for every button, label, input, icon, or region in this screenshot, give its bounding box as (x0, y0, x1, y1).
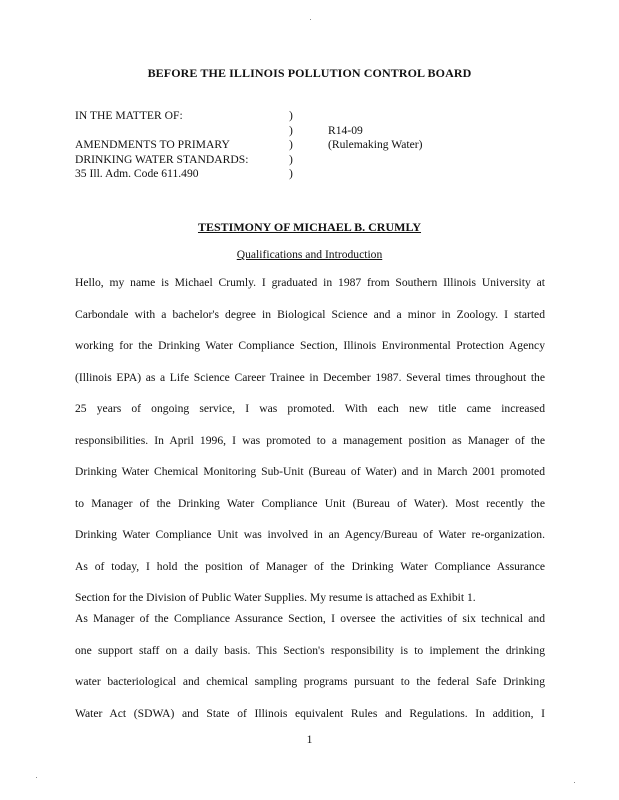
docket-type: (Rulemaking Water) (328, 138, 423, 151)
caption-line: 35 Ill. Adm. Code 611.490 (75, 167, 199, 180)
paragraph-line: (Illinois EPA) as a Life Science Career Trainee in December 1987. Several times throughout the (75, 370, 545, 384)
section-heading: Qualifications and Introduction (236, 248, 383, 261)
case-caption-left (75, 109, 248, 182)
paragraph-line: working for the Drinking Water Compliance Section, Illinois Environmental Protection Agency (75, 339, 545, 352)
paragraph-line: Drinking Water Compliance Unit was involved in an Agency/Bureau of Water re-organization. (75, 528, 545, 541)
testimony-title: TESTIMONY OF MICHAEL B. CRUMLY (197, 220, 422, 234)
case-caption-right (328, 124, 422, 153)
paragraph-line: As Manager of the Compliance Assurance Section, I oversee the activities of six technical and (75, 612, 545, 625)
caption-paren: ) (289, 109, 293, 122)
paragraph-line: Section for the Division of Public Water Supplies. My resume is attached as Exhibit 1. (75, 591, 476, 604)
paragraph-line: Hello, my name is Michael Crumly. I graduated in 1987 from Southern Illinois University at (75, 276, 545, 289)
caption-line: IN THE MATTER OF: (75, 109, 183, 122)
paragraph-line: Water Act (SDWA) and State of Illinois equivalent Rules and Regulations. In addition, I (75, 706, 545, 720)
body-paragraph (75, 612, 545, 738)
page-number: 1 (306, 733, 313, 746)
case-caption-parens (289, 109, 293, 182)
caption-line: DRINKING WATER STANDARDS: (75, 152, 249, 166)
caption-line (75, 124, 248, 139)
scan-speck (310, 19, 311, 20)
docket-number: R14-09 (328, 123, 363, 137)
paragraph-line: one support staff on a daily basis. This Section's responsibility is to implement the drinking (75, 643, 545, 657)
body-paragraph (75, 276, 545, 623)
paragraph-line: Carbondale with a bachelor's degree in Biological Science and a minor in Zoology. I started (75, 307, 545, 321)
paragraph-line: 25 years of ongoing service, I was promoted. With each new title came increased (75, 402, 545, 415)
board-title: BEFORE THE ILLINOIS POLLUTION CONTROL BOARD (147, 66, 472, 80)
paragraph-line: responsibilities. In April 1996, I was promoted to a management position as Manager of the (75, 433, 545, 447)
paragraph-line: to Manager of the Drinking Water Compliance Unit (Bureau of Water). Most recently the (75, 496, 545, 510)
paragraph-line: As of today, I hold the position of Manager of the Drinking Water Compliance Assurance (75, 559, 545, 573)
caption-paren: ) (289, 123, 293, 137)
caption-line: AMENDMENTS TO PRIMARY (75, 138, 230, 151)
scan-speck (574, 782, 575, 783)
paragraph-line: Drinking Water Chemical Monitoring Sub-Unit (Bureau of Water) and in March 2001 promoted (75, 465, 545, 478)
caption-paren: ) (289, 152, 293, 166)
caption-paren: ) (289, 138, 293, 151)
caption-paren: ) (289, 167, 293, 180)
paragraph-line: water bacteriological and chemical sampling programs pursuant to the federal Safe Drinking (75, 675, 545, 688)
scan-speck (36, 777, 37, 778)
